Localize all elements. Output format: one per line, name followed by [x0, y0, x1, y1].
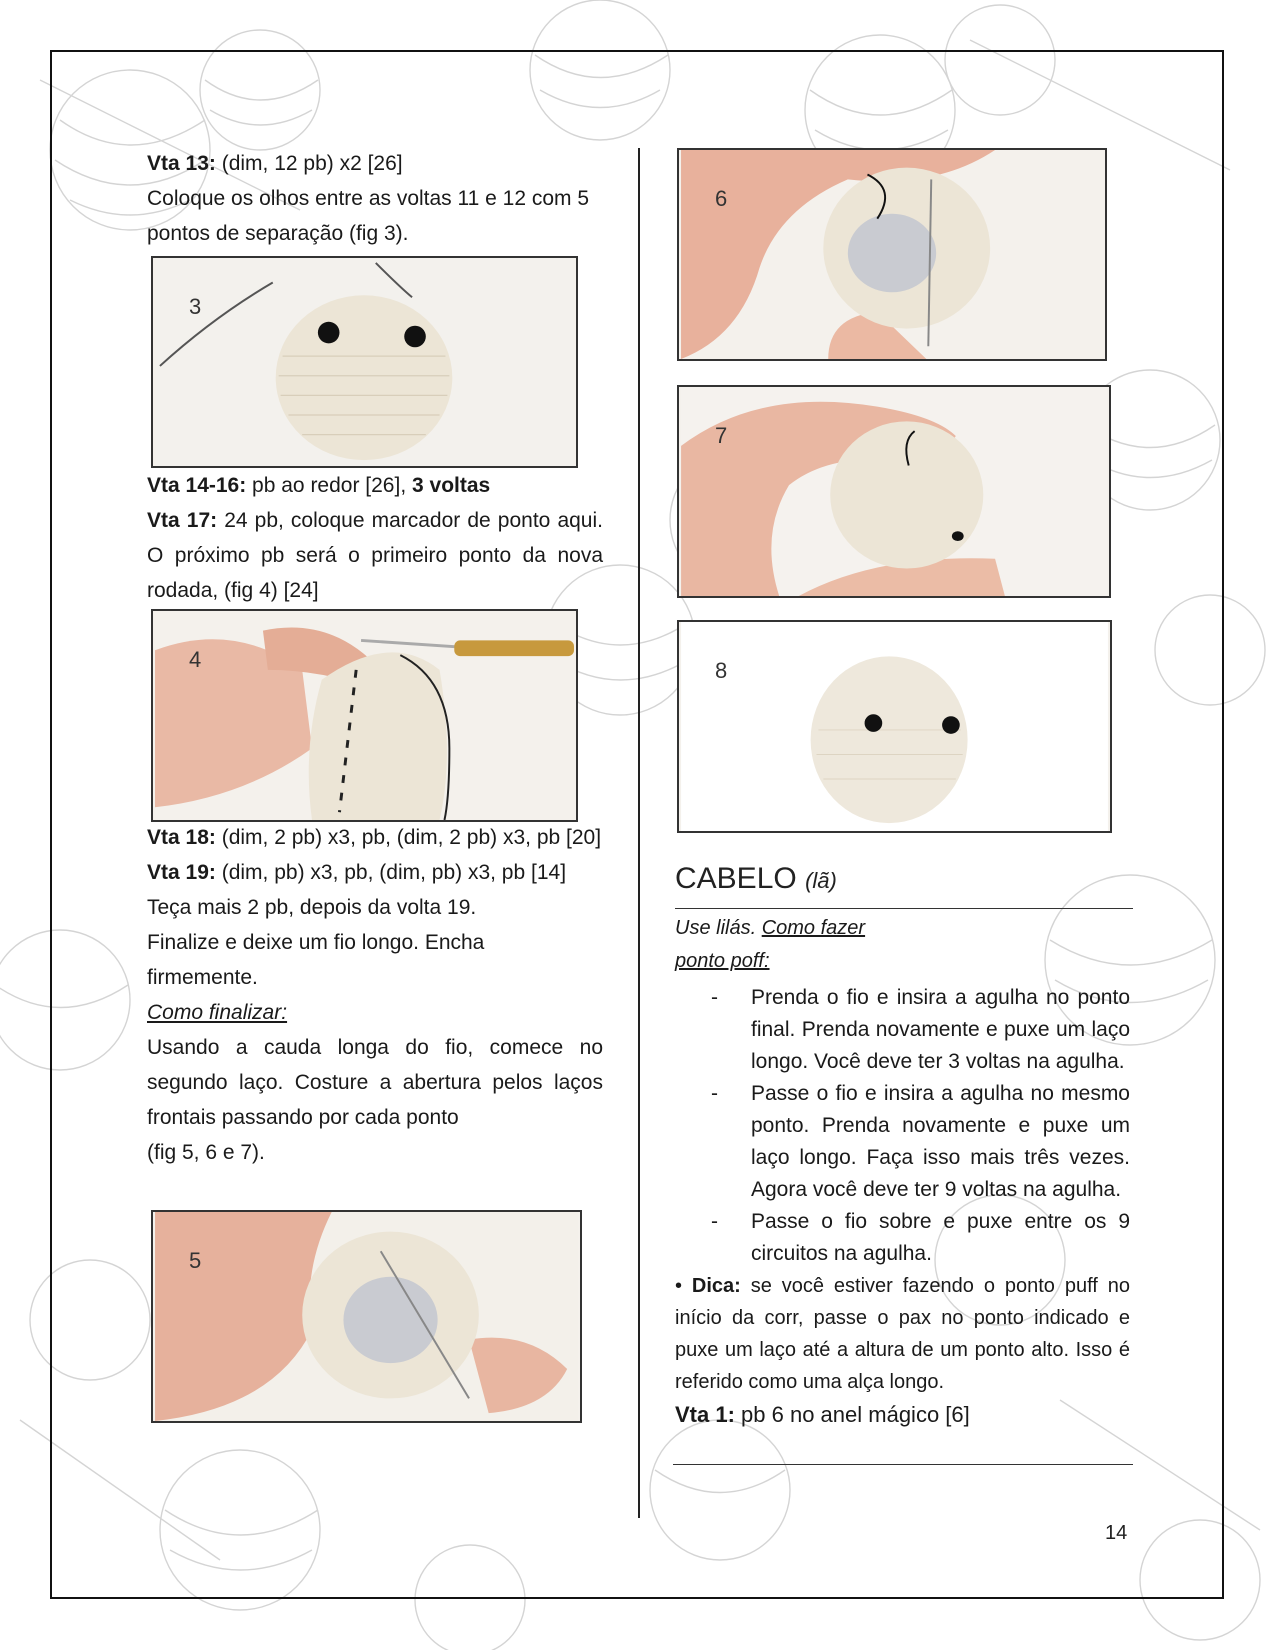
tip-paragraph	[675, 1270, 1130, 1398]
round-1-label: Vta 1:	[675, 1402, 735, 1427]
left-text-block-3	[147, 820, 603, 1170]
closed-head-image	[679, 387, 1109, 596]
round-17-label: Vta 17:	[147, 509, 218, 532]
figure-3-photo	[151, 256, 578, 468]
step-text: Prenda o fio e insira a agulha no ponto final. Prenda novamente e puxe um laço longo. Você deve ter 3 voltas na agulha.	[751, 986, 1130, 1073]
finalize-line: Finalize e deixe um fio longo. Encha firmemente.	[147, 931, 485, 989]
figure-4-number: 4	[189, 647, 202, 672]
step-text: Passe o fio sobre e puxe entre os 9 circuitos na agulha.	[751, 1210, 1130, 1265]
intro-line	[675, 912, 915, 978]
step-dash: -	[711, 1082, 718, 1105]
figure-4-photo	[151, 609, 578, 822]
round-18-text: (dim, 2 pb) x3, pb, (dim, 2 pb) x3, pb [20]	[215, 826, 602, 849]
round-1	[675, 1398, 1130, 1432]
finish-instructions: Usando a cauda longa do fio, comece no segundo laço. Costure a abertura pelos laços frontais passando por cada ponto	[147, 1036, 603, 1129]
round-14-16-text: pb ao redor [26],	[246, 474, 412, 497]
tip-label: Dica:	[691, 1275, 741, 1297]
tip-text: se você estiver fazendo o ponto puff no início da corr, passe o pax no ponto indicado e puxe um laço até a altura de um ponto alto. Isso é referido como uma alça longo.	[675, 1275, 1130, 1393]
sewing-opening-image	[153, 1212, 580, 1421]
round-17	[147, 503, 603, 608]
figure-6-number: 6	[715, 186, 728, 211]
bottom-rule	[673, 1464, 1133, 1465]
round-13-label: Vta 13:	[147, 152, 216, 175]
step-item	[675, 1206, 1130, 1270]
round-17-text: 24 pb, coloque marcador de ponto aqui. O próximo pb será o primeiro ponto da nova rodada, (fig 4) [24]	[147, 509, 603, 602]
step-text: Passe o fio e insira a agulha no mesmo ponto. Prenda novamente e puxe um laço longo. Faça isso mais três vezes. Agora você deve ter 9 voltas na agulha.	[751, 1082, 1130, 1201]
round-14-16	[147, 468, 603, 503]
round-13	[147, 146, 603, 181]
figure-8-photo	[677, 620, 1112, 833]
puff-stitch-link[interactable]: Como fazer ponto poff:	[675, 917, 866, 972]
figure-8-number: 8	[715, 658, 728, 683]
page-number: 14	[1105, 1522, 1128, 1544]
section-title-text: CABELO	[675, 862, 797, 895]
left-text-block-1	[147, 146, 603, 251]
step-item	[675, 1078, 1130, 1206]
step-item	[675, 982, 1130, 1078]
round-14-16-label: Vta 14-16:	[147, 474, 247, 497]
extra-stitches-line: Teça mais 2 pb, depois da volta 19.	[147, 896, 477, 919]
column-divider	[638, 148, 640, 1518]
amigurumi-head-with-eyes-image	[153, 258, 576, 466]
how-to-finish-heading: Como finalizar:	[147, 1001, 288, 1024]
figure-6-photo	[677, 148, 1107, 361]
figure-3-number: 3	[189, 294, 202, 319]
intro-use-text: Use lilás.	[675, 917, 762, 939]
closing-stitch-image	[679, 150, 1105, 359]
round-18	[147, 820, 603, 855]
crochet-hook-marker-image	[153, 611, 576, 820]
figure-5-photo	[151, 1210, 582, 1423]
step-dash: -	[711, 986, 718, 1009]
step-dash: -	[711, 1210, 718, 1233]
round-19-text: (dim, pb) x3, pb, (dim, pb) x3, pb [14]	[215, 861, 567, 884]
puff-stitch-steps	[675, 982, 1130, 1270]
round-19	[147, 855, 603, 890]
left-text-block-2	[147, 468, 603, 608]
eyes-instruction: Coloque os olhos entre as voltas 11 e 12 com 5 pontos de separação (fig 3).	[147, 187, 590, 245]
figure-7-photo	[677, 385, 1111, 598]
round-14-16-count: 3 voltas	[412, 474, 491, 497]
tip-bullet: •	[675, 1275, 692, 1297]
round-13-text: (dim, 12 pb) x2 [26]	[215, 152, 403, 175]
round-18-label: Vta 18:	[147, 826, 216, 849]
finished-head-image	[679, 622, 1110, 831]
title-rule	[675, 908, 1133, 909]
figure-7-number: 7	[715, 423, 728, 448]
section-heading	[675, 862, 837, 896]
right-text-block	[675, 912, 1130, 1432]
round-1-text: pb 6 no anel mágico [6]	[734, 1402, 970, 1427]
round-19-label: Vta 19:	[147, 861, 216, 884]
section-subtitle: (lã)	[805, 868, 837, 893]
finish-figure-reference: (fig 5, 6 e 7).	[147, 1141, 265, 1164]
figure-5-number: 5	[189, 1248, 202, 1273]
